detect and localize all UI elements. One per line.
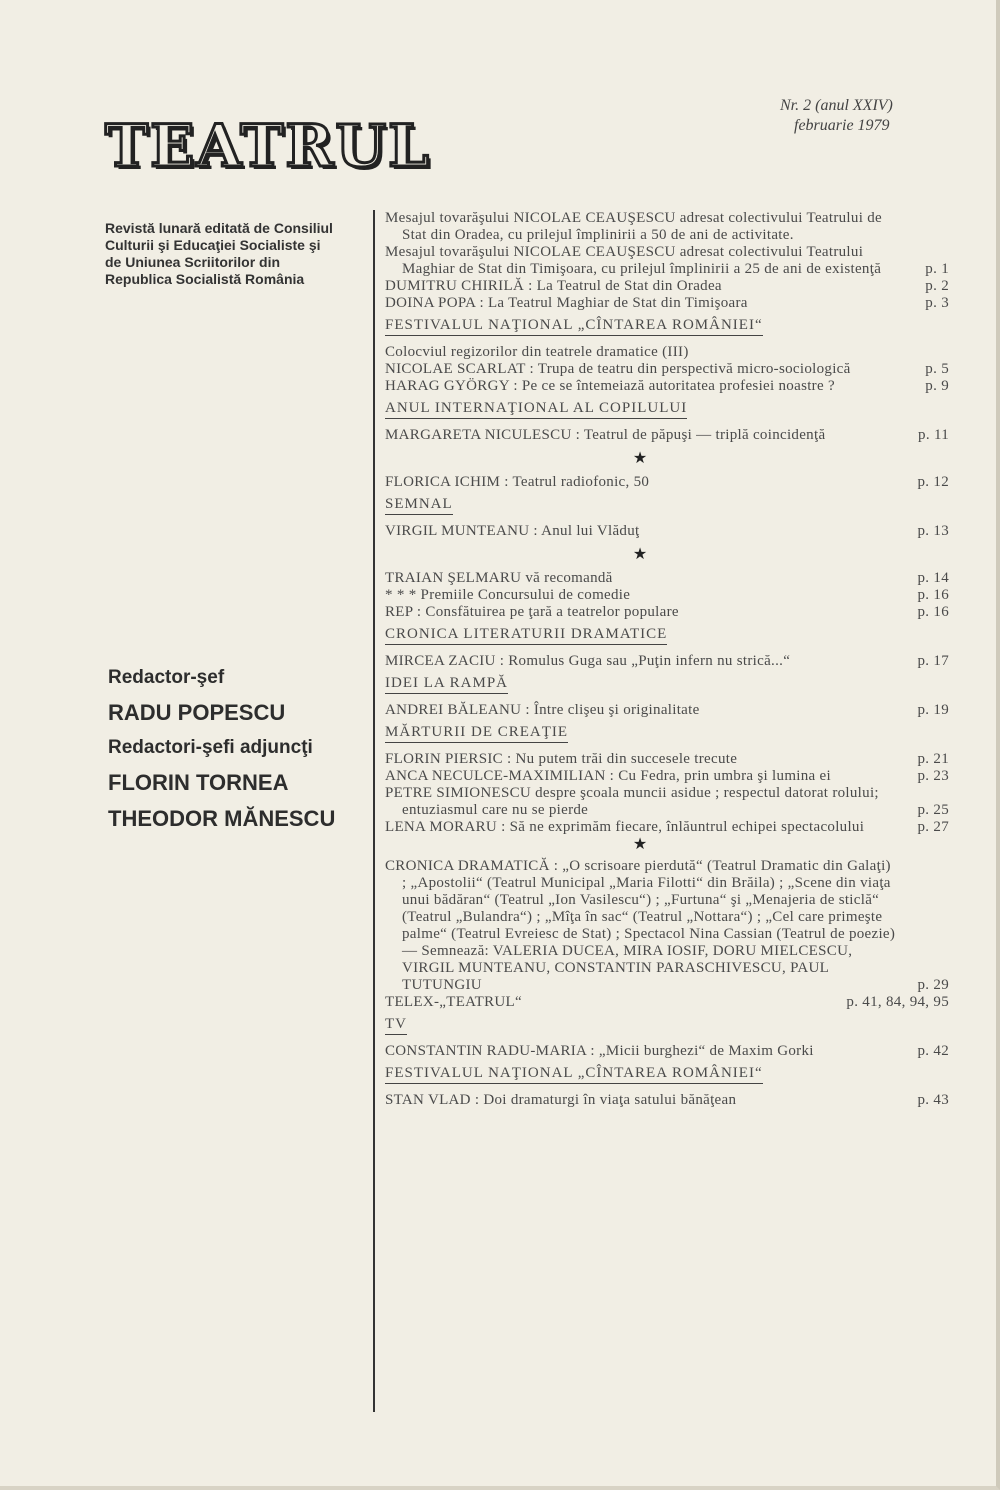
deputy-editor-name: THEODOR MĂNESCU	[108, 806, 336, 831]
page-number: p. 14	[917, 570, 949, 586]
toc-entry: MIRCEA ZACIU : Romulus Guga sau „Puţin infern nu strică...“ p. 17	[385, 653, 949, 669]
page-number: p. 16	[917, 587, 949, 603]
page-number: p. 13	[917, 523, 949, 539]
section-heading: CRONICA LITERATURII DRAMATICE	[385, 625, 667, 645]
toc-entry: FLORICA ICHIM : Teatrul radiofonic, 50 p. 12	[385, 474, 949, 490]
page-number: p. 9	[925, 378, 949, 394]
page-number: p. 25	[917, 802, 949, 818]
toc-entry: DUMITRU CHIRILĂ : La Teatrul de Stat din Oradea p. 2	[385, 278, 949, 294]
chief-editor-role: Redactor-şef	[108, 667, 225, 688]
section-heading: TV	[385, 1015, 407, 1035]
star-separator: ★	[632, 546, 648, 563]
page-number: p. 21	[917, 751, 949, 767]
page-number: p. 27	[917, 819, 949, 835]
column-divider	[373, 210, 375, 1412]
issue-number: Nr. 2 (anul XXIV)	[780, 97, 893, 114]
page-number: p. 29	[917, 977, 949, 993]
star-separator: ★	[632, 450, 648, 467]
toc-entry: CRONICA DRAMATICĂ : „O scrisoare pierdută“ (Teatrul Dramatic din Galaţi) ; „Apostolii“ (Teatrul Municipal „Maria Filotti“ din Brăila) ; „Scene din viaţa unui bădăran“ (Teatrul „Ion Vasilescu“) ; „Furtuna“ şi „Menajeria de sticlă“ (Teatrul „Bulandra“) ; „Mîţa în sac“ (Teatrul „Nottara“) ; „Cel care primeşte palme“ (Teatrul Evreiesc de Stat) ; Spectacol Nina Cassian (Teatrul de poezie) — Semnează: VALERIA DUCEA, MIRA IOSIF, DORU MIELCESCU, VIRGIL MUNTEANU, CONSTANTIN PARASCHIVESCU, PAUL TUTUNGIU p. 29	[385, 858, 949, 993]
toc-entry: VIRGIL MUNTEANU : Anul lui Vlăduţ p. 13	[385, 523, 949, 539]
page-number: p. 17	[917, 653, 949, 669]
page-number: p. 42	[917, 1043, 949, 1059]
toc-entry: MARGARETA NICULESCU : Teatrul de păpuşi — triplă coincidenţă p. 11	[385, 427, 949, 443]
toc-entry: LENA MORARU : Să ne exprimăm fiecare, înlăuntrul echipei spectacolului p. 27	[385, 819, 949, 835]
page-number: p. 11	[918, 427, 949, 443]
magazine-logo	[105, 110, 475, 182]
section-heading: MĂRTURII DE CREAŢIE	[385, 723, 568, 743]
issue-info	[780, 96, 950, 136]
toc-entry: CONSTANTIN RADU-MARIA : „Micii burghezi“ de Maxim Gorki p. 42	[385, 1043, 949, 1059]
toc-entry: REP : Consfătuirea pe ţară a teatrelor populare p. 16	[385, 604, 949, 620]
section-heading: SEMNAL	[385, 495, 453, 515]
chief-editor-name: RADU POPESCU	[108, 700, 286, 725]
page-number: p. 12	[917, 474, 949, 490]
section-heading: IDEI LA RAMPĂ	[385, 674, 508, 694]
deputy-editor-name: FLORIN TORNEA	[108, 770, 289, 795]
toc-entry: Mesajul tovarăşului NICOLAE CEAUŞESCU adresat colectivului Teatrului Maghiar de Stat din Timişoara, cu prilejul împlinirii a 25 de ani de existenţă p. 1	[385, 244, 949, 277]
toc-entry: ANCA NECULCE-MAXIMILIAN : Cu Fedra, prin umbra şi lumina ei p. 23	[385, 768, 949, 784]
star-separator: ★	[632, 836, 648, 853]
page-number: p. 1	[925, 261, 949, 277]
page-number: p. 43	[917, 1092, 949, 1108]
page-number: p. 19	[917, 702, 949, 718]
editorial-staff	[108, 666, 358, 832]
publisher-info: Revistă lunară editată de Consiliul Culturii şi Educaţiei Socialiste şi de Uniunea Scriitorilor din Republica Socialistă România	[105, 220, 333, 287]
issue-date: februarie 1979	[794, 117, 890, 134]
section-heading: ANUL INTERNAŢIONAL AL COPILULUI	[385, 399, 687, 419]
page-number: p. 41, 84, 94, 95	[846, 994, 949, 1010]
toc-entry: FLORIN PIERSIC : Nu putem trăi din succesele trecute p. 21	[385, 751, 949, 767]
toc-entry: Mesajul tovarăşului NICOLAE CEAUŞESCU adresat colectivului Teatrului de Stat din Oradea, cu prilejul împlinirii a 50 de ani de activitate.	[385, 210, 882, 243]
section-heading: FESTIVALUL NAŢIONAL „CÎNTAREA ROMÂNIEI“	[385, 316, 763, 336]
table-of-contents	[385, 210, 955, 1109]
page-number: p. 5	[925, 361, 949, 377]
page-number: p. 2	[925, 278, 949, 294]
toc-entry: HARAG GYÖRGY : Pe ce se întemeiază autoritatea profesiei noastre ? p. 9	[385, 378, 949, 394]
toc-entry: * * * Premiile Concursului de comedie p. 16	[385, 587, 949, 603]
page-number: p. 3	[925, 295, 949, 311]
toc-entry: Colocviul regizorilor din teatrele dramatice (III)	[385, 344, 689, 360]
section-heading: FESTIVALUL NAŢIONAL „CÎNTAREA ROMÂNIEI“	[385, 1064, 763, 1084]
toc-entry: STAN VLAD : Doi dramaturgi în viaţa satului bănăţean p. 43	[385, 1092, 949, 1108]
deputy-editors-role: Redactori-şefi adjuncţi	[108, 737, 313, 758]
toc-entry: TELEX-„TEATRUL“ p. 41, 84, 94, 95	[385, 994, 949, 1010]
page-number: p. 16	[917, 604, 949, 620]
toc-entry: DOINA POPA : La Teatrul Maghiar de Stat din Timişoara p. 3	[385, 295, 949, 311]
toc-entry: PETRE SIMIONESCU despre şcoala muncii asidue ; respectul datorat rolului; entuziasmul care nu se pierde p. 25	[385, 785, 949, 818]
logo-title: TEATRUL	[105, 112, 431, 180]
toc-entry: ANDREI BĂLEANU : Între clişeu şi originalitate p. 19	[385, 702, 949, 718]
page-number: p. 23	[917, 768, 949, 784]
toc-entry: TRAIAN ŞELMARU vă recomandă p. 14	[385, 570, 949, 586]
toc-entry: NICOLAE SCARLAT : Trupa de teatru din perspectivă micro-sociologică p. 5	[385, 361, 949, 377]
